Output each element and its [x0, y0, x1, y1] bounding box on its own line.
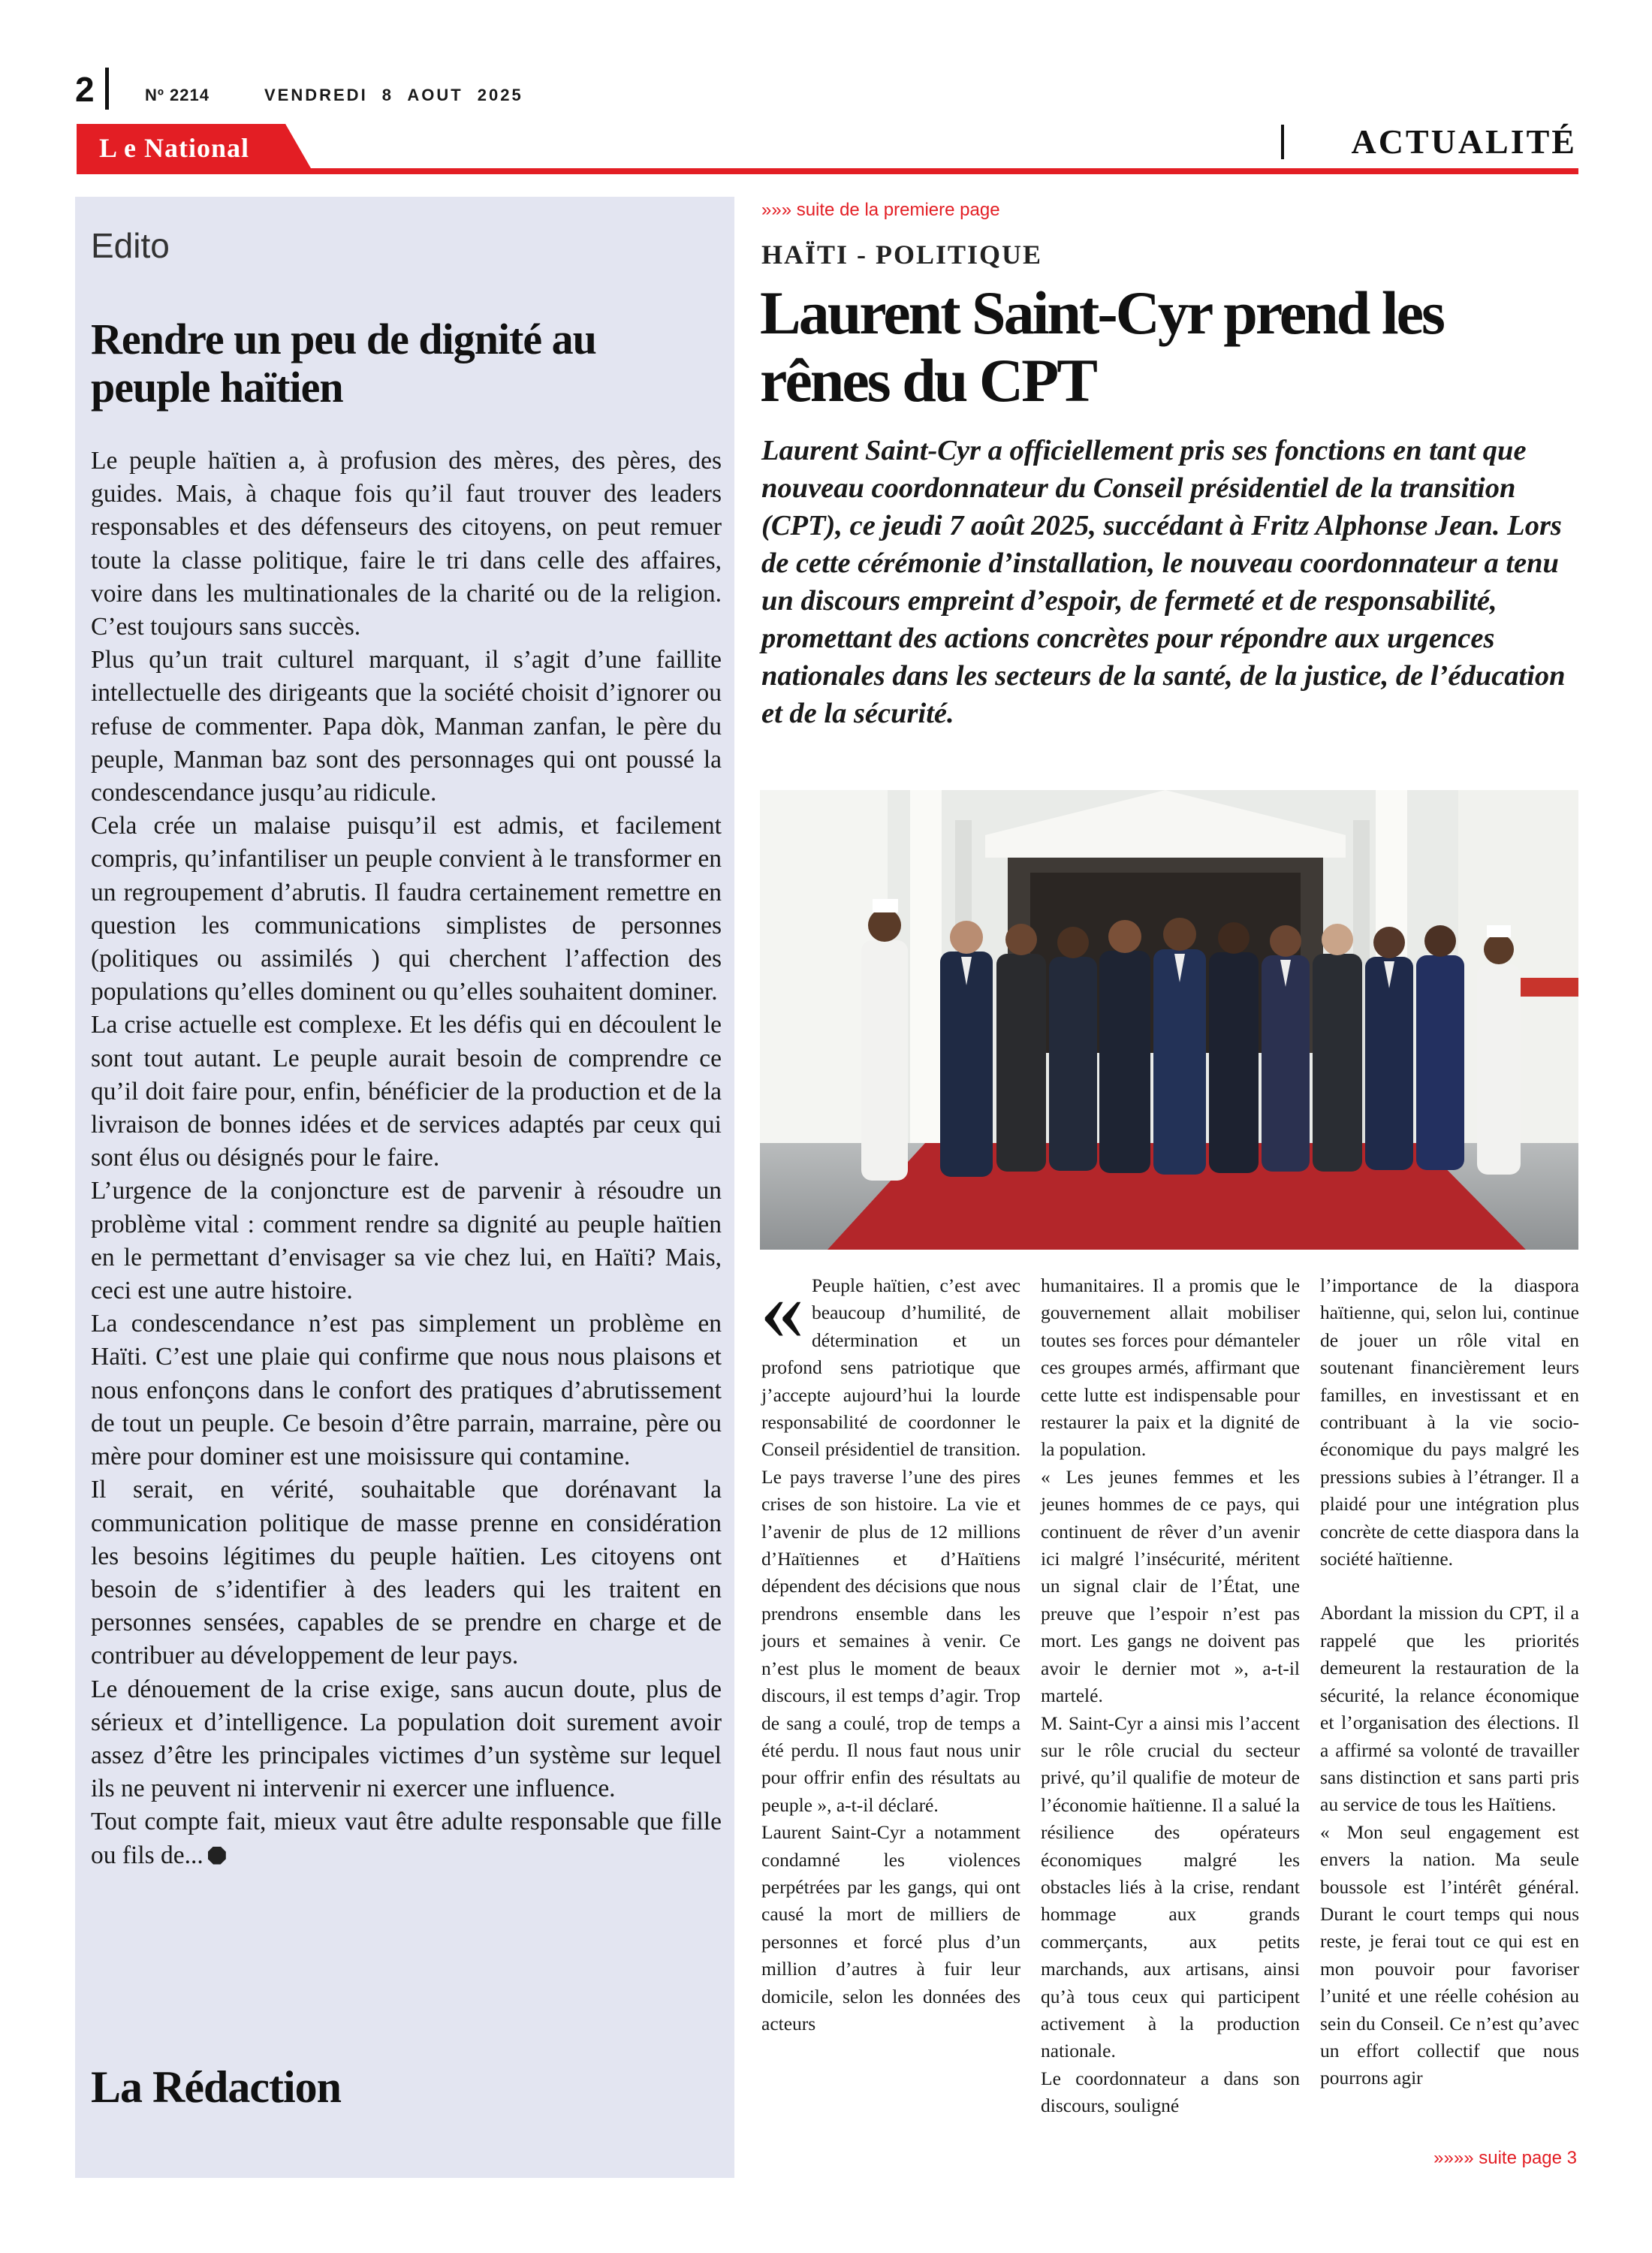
edito-title: Rendre un peu de dignité au peuple haïtien — [91, 315, 596, 412]
edito-last-paragraph — [91, 1805, 722, 1871]
article-paragraph: Abordant la mission du CPT, il a rappelé que les priorités demeurent la restauration de la sécurité, la relance économique et l’organisation des élections. Il a affirmé sa volonté de travailler sans distinction et sans parti pris au service de tous les Haïtiens. — [1320, 1602, 1579, 1816]
edito-paragraph: La condescendance n’est pas simplement un problème en Haïti. C’est une plaie qui confirme que nous nous plaisons et nous enfonçons dans le confort des pratiques d’abrutissement de tout un peuple. Ce besoin d’être parrain, marraine, père ou mère pour dominer est une moisissure qui contamine. — [91, 1310, 722, 1471]
edito-paragraph: Le peuple haïtien a, à profusion des mères, des pères, des guides. Mais, à chaque fois qu’il faut trouver des leaders responsables et des défenseurs des citoyens, on peut remuer toute la classe politique, faire le tri dans celle des affaires, voire dans les multinationales de la charité ou de la religion. C’est toujours sans succès. — [91, 447, 722, 641]
drop-quote-mark: « — [760, 1260, 804, 1359]
article-paragraph: humanitaires. Il a promis que le gouvernement allait mobiliser toutes ses forces pour démanteler ces groupes armés, affirmant que cette lutte est indispensable pour restaurer la paix et la dignité de la population. — [1041, 1274, 1300, 1461]
end-mark-icon — [208, 1847, 226, 1865]
continued-from-link[interactable]: »»» suite de la premiere page — [761, 200, 1000, 220]
article-headline: Laurent Saint-Cyr prend les rênes du CPT — [760, 279, 1443, 415]
article-column-3 — [1320, 1272, 1579, 2092]
edito-body — [91, 445, 722, 1872]
article-paragraph: Peuple haïtien, c’est avec beaucoup d’humilité, de détermination et un profond sens patriotique que j’accepte aujourd’hui la lourde responsabilité de coordonner le Conseil présidentiel de transition. Le pays traverse l’une des pires crises de son histoire. La vie et l’avenir de plus de 12 millions d’Haïtiennes et d’Haïtiens dépendent des décisions que nous prendrons ensemble dans les jours et semaines à venir. Ce n’est plus le moment de beaux discours, il est temps d’agir. Trop de sang a coulé, trop de temps a été perdu. Il nous faut nous unir pour offrir enfin des résultats au peuple », a-t-il déclaré. — [761, 1274, 1020, 1816]
article-rubric: HAÏTI - POLITIQUE — [761, 240, 1043, 270]
edito-kicker: Edito — [91, 226, 170, 265]
edito-paragraph: Plus qu’un trait culturel marquant, il s’agit d’une faillite intellectuelle des dirigeants que la société choisit d’ignorer ou refuse de commenter. Papa dòk, Manman zanfan, le père du peuple, Manman baz sont des personnages qui ont poussé la condescendance jusqu’au ridicule. — [91, 646, 722, 807]
issue-date: VENDREDI 8 AOUT 2025 — [264, 86, 523, 104]
ceremony-photo-illustration — [760, 790, 1578, 1250]
article-paragraph: « Les jeunes femmes et les jeunes hommes de ce pays, qui continuent de rêver d’un avenir ici malgré l’insécurité, méritent un signal clair de l’État, une preuve que l’espoir n’est pas mort. Les gangs ne doivent pas avoir le dernier mot », a-t-il martelé. — [1041, 1465, 1300, 1707]
article-column-1 — [760, 1260, 1020, 2037]
edito-paragraph: La crise actuelle est complexe. Et les défis qui en découlent le sont tout autant. Le peuple aurait besoin de comprendre ce qu’il doit faire pour, enfin, bénéficier de la production et de la livraison de bonnes idées et de services adaptés par ceux qui sont élus ou désignés pour le faire. — [91, 1011, 722, 1172]
edito-paragraph: Cela crée un malaise puisqu’il est admis, et facilement compris, qu’infantiliser un peuple convient à le transformer en un regroupement d’abrutis. Il faudra certainement remettre en question les communications simplistes de personnes (politiques ou assimilés ) qui cherchent l’affection des populations qu’elles dominent ou qu’elles souhaitent dominer. — [91, 812, 722, 1006]
article-paragraph: l’importance de la diaspora haïtienne, qui, selon lui, continue de jouer un rôle vital en soutenant financièrement leurs familles, en investissant et en contribuant à la vie socio-économique du pays malgré les pressions subies à l’étranger. Il a plaidé pour une intégration plus concrète de cette diaspora dans la société haïtienne. — [1320, 1274, 1579, 1570]
article-paragraph: M. Saint-Cyr a ainsi mis l’accent sur le rôle crucial du secteur privé, qu’il qualifie de moteur de l’économie haïtienne. Il a salué la résilience des opérateurs économiques malgré les obstacles liés à la crise, rendant hommage aux grands commerçants, aux petits marchands, aux artisans, ainsi qu’à tous ceux qui participent activement à la production nationale. — [1041, 1712, 1300, 2062]
header-rule — [77, 168, 1578, 174]
edito-paragraph: L’urgence de la conjoncture est de parvenir à résoudre un problème vital : comment rendre sa dignité au peuple haïtien en le permettant d’envisager sa vie chez lui, en Haïti? Mais, ceci est une autre histoire. — [91, 1177, 722, 1305]
article-paragraph: « Mon seul engagement est envers la nation. Ma seule boussole est l’intérêt général. Durant le court temps qui nous reste, je ferai tout ce qui est en mon pouvoir pour favoriser l’unité et une réelle cohésion au sein du Conseil. Ce n’est qu’avec un effort collectif que nous pourrons agir — [1320, 1820, 1579, 2089]
paragraph-gap — [1320, 1573, 1579, 1600]
article-column-2 — [1041, 1272, 1300, 2120]
edito-signature: La Rédaction — [91, 2062, 341, 2112]
section-title: ACTUALITÉ — [1351, 122, 1577, 161]
continued-to-link[interactable]: »»»» suite page 3 — [1433, 2148, 1577, 2168]
article-lead: Laurent Saint-Cyr a officiellement pris ses fonctions en tant que nouveau coordonnateur du Conseil présidentiel de la transition (CPT), ce jeudi 7 août 2025, succédant à Fritz Alphonse Jean. Lors de cette cérémonie d’installation, le nouveau coordonnateur a tenu un discours empreint d’espoir, de fermeté et de responsabilité, promettant des actions concrètes pour répondre aux urgences nationales dans les secteurs de la santé, de la justice, de l’éducation et de la sécurité. — [761, 435, 1566, 729]
page-number: 2 — [75, 70, 95, 109]
page-number-divider — [105, 68, 109, 110]
article-paragraph: Le coordonnateur a dans son discours, souligné — [1041, 2067, 1300, 2117]
article-paragraph: Laurent Saint-Cyr a notamment condamné les violences perpétrées par les gangs, qui ont causé la mort de milliers de personnes et forcé plus d’un million d’autres à fuir leur domicile, selon les données des acteurs — [761, 1821, 1020, 2034]
edito-paragraph-text: Tout compte fait, mieux vaut être adulte responsable que fille ou fils de... — [91, 1808, 722, 1869]
edito-paragraph: Il serait, en vérité, souhaitable que dorénavant la communication politique de masse prenne en considération les besoins légitimes du peuple haïtien. Les citoyens ont besoin de s’identifier à des leaders qui les traitent en personnes sensées, capables de se prendre en charge et de contribuer au développement de leur pays. — [91, 1476, 722, 1670]
edito-paragraph: Le dénouement de la crise exige, sans aucun doute, plus de sérieux et d’intelligence. La population doit surement avoir assez d’être les principales victimes d’un système sur lequel ils ne peuvent ni intervenir ni exercer une influence. — [91, 1675, 722, 1803]
newspaper-logo: L e National — [99, 133, 250, 163]
issue-number: Nº 2214 — [145, 86, 210, 104]
section-divider — [1281, 125, 1284, 159]
article-photo — [760, 790, 1578, 1250]
